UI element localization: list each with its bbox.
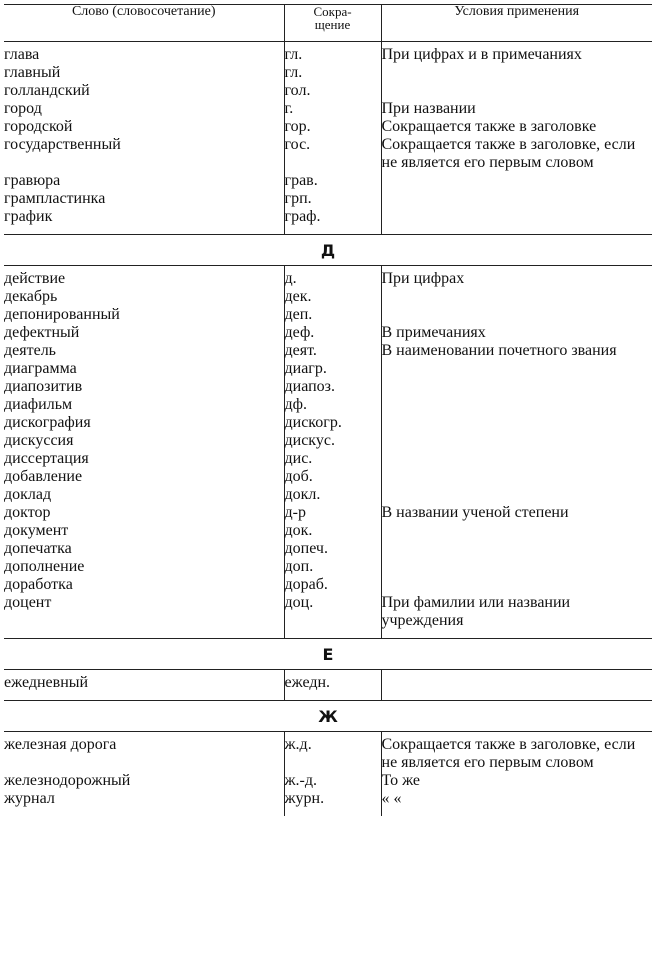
conditions-cell xyxy=(381,558,652,576)
table-row xyxy=(4,594,652,639)
word-cell: главный xyxy=(4,64,61,81)
conditions-cell xyxy=(381,172,652,190)
abbreviation-cell: диапоз. xyxy=(284,378,381,396)
table-header-row xyxy=(4,5,652,42)
word-cell: железная дорога xyxy=(4,736,117,753)
table-row xyxy=(4,172,652,190)
conditions-cell xyxy=(381,82,652,100)
column-header-abbreviation: Сокра- щение xyxy=(284,5,381,42)
word-cell: допечатка xyxy=(4,540,72,557)
conditions-cell: Сокращается также в заголовке xyxy=(381,118,597,135)
abbreviation-cell: журн. xyxy=(284,790,381,816)
table-row xyxy=(4,42,652,65)
abbreviation-cell: грп. xyxy=(284,190,381,208)
conditions-cell: Сокращается также в заголовке, если не является его первым словом xyxy=(381,136,636,171)
conditions-cell xyxy=(381,432,652,450)
abbreviation-cell: гос. xyxy=(284,136,381,172)
word-cell: дискография xyxy=(4,414,91,431)
word-cell: городской xyxy=(4,118,73,135)
conditions-cell: То же xyxy=(381,772,421,789)
conditions-cell xyxy=(381,486,652,504)
table-row xyxy=(4,378,652,396)
abbreviation-cell: д. xyxy=(284,266,381,289)
conditions-cell xyxy=(381,576,652,594)
abbreviation-cell: доп. xyxy=(284,558,381,576)
word-cell: деятель xyxy=(4,342,56,359)
word-cell: дискуссия xyxy=(4,432,74,449)
word-cell: диссертация xyxy=(4,450,89,467)
table-row xyxy=(4,136,652,172)
abbreviation-cell: грав. xyxy=(284,172,381,190)
word-cell: голландский xyxy=(4,82,90,99)
abbreviation-cell: допеч. xyxy=(284,540,381,558)
abbreviation-cell: доц. xyxy=(284,594,381,639)
table-row xyxy=(4,414,652,432)
table-row xyxy=(4,468,652,486)
table-row xyxy=(4,670,652,701)
table-row xyxy=(4,790,652,816)
conditions-cell: « « xyxy=(381,790,402,807)
column-header-word: Слово (словосочетание) xyxy=(4,5,284,42)
table-row xyxy=(4,64,652,82)
abbreviation-cell: ж.д. xyxy=(284,732,381,773)
conditions-cell xyxy=(381,378,652,396)
table-row xyxy=(4,732,652,773)
table-row xyxy=(4,486,652,504)
word-cell: железнодорожный xyxy=(4,772,131,789)
conditions-cell xyxy=(381,468,652,486)
abbreviations-table xyxy=(4,4,652,816)
conditions-cell: При цифрах и в примечаниях xyxy=(381,46,582,63)
table-row xyxy=(4,540,652,558)
abbreviation-cell: докл. xyxy=(284,486,381,504)
abbreviation-cell: гл. xyxy=(284,64,381,82)
conditions-cell xyxy=(381,64,652,82)
word-cell: диафильм xyxy=(4,396,73,413)
abbreviation-cell: дф. xyxy=(284,396,381,414)
word-cell: декабрь xyxy=(4,288,58,305)
table-row xyxy=(4,396,652,414)
table-row xyxy=(4,450,652,468)
conditions-cell: Сокращается также в заголовке, если не является его первым словом xyxy=(381,736,636,771)
table-row xyxy=(4,82,652,100)
conditions-cell: В названии ученой степени xyxy=(381,504,569,521)
abbreviation-cell: гор. xyxy=(284,118,381,136)
word-cell: дефектный xyxy=(4,324,80,341)
section-letter: Е xyxy=(4,639,652,670)
abbreviation-cell: ж.-д. xyxy=(284,772,381,790)
section-letter-row xyxy=(4,639,652,670)
table-row xyxy=(4,342,652,360)
abbreviation-cell: г. xyxy=(284,100,381,118)
conditions-cell: При цифрах xyxy=(381,270,465,287)
word-cell: депонированный xyxy=(4,306,120,323)
abbreviation-cell: деф. xyxy=(284,324,381,342)
word-cell: доклад xyxy=(4,486,52,503)
abbreviation-cell: граф. xyxy=(284,208,381,235)
table-row xyxy=(4,772,652,790)
abbreviation-cell: дек. xyxy=(284,288,381,306)
conditions-cell xyxy=(381,522,652,540)
table-row xyxy=(4,324,652,342)
word-cell: действие xyxy=(4,270,66,287)
word-cell: грампластинка xyxy=(4,190,106,207)
section-letter: Ж xyxy=(4,701,652,732)
word-cell: глава xyxy=(4,46,40,63)
abbreviation-cell: дискус. xyxy=(284,432,381,450)
abbreviation-cell: дораб. xyxy=(284,576,381,594)
conditions-cell xyxy=(381,414,652,432)
abbreviation-cell: диагр. xyxy=(284,360,381,378)
conditions-cell xyxy=(381,288,652,306)
conditions-cell: В примечаниях xyxy=(381,324,486,341)
conditions-cell: В наименовании почетного звания xyxy=(381,342,617,359)
table-row xyxy=(4,288,652,306)
table-row xyxy=(4,576,652,594)
conditions-cell xyxy=(381,190,652,208)
conditions-cell: При фамилии или названии учреждения xyxy=(381,594,571,629)
abbreviation-cell: гл. xyxy=(284,42,381,65)
word-cell: город xyxy=(4,100,42,117)
abbreviation-cell: доб. xyxy=(284,468,381,486)
word-cell: доктор xyxy=(4,504,51,521)
word-cell: документ xyxy=(4,522,69,539)
word-cell: журнал xyxy=(4,790,55,807)
word-cell: государственный xyxy=(4,136,121,153)
table-row xyxy=(4,558,652,576)
word-cell: график xyxy=(4,208,53,225)
abbreviation-cell: док. xyxy=(284,522,381,540)
word-cell: гравюра xyxy=(4,172,61,189)
column-header-conditions: Условия применения xyxy=(381,5,652,42)
word-cell: дополнение xyxy=(4,558,85,575)
table-row xyxy=(4,266,652,289)
table-row xyxy=(4,360,652,378)
abbreviation-cell: гол. xyxy=(284,82,381,100)
table-row xyxy=(4,190,652,208)
word-cell: диапозитив xyxy=(4,378,83,395)
table-body xyxy=(4,42,652,817)
table-row xyxy=(4,100,652,118)
abbreviation-cell: ежедн. xyxy=(284,670,381,701)
table-row xyxy=(4,504,652,522)
conditions-cell xyxy=(381,540,652,558)
word-cell: ежедневный xyxy=(4,674,89,691)
word-cell: доработка xyxy=(4,576,73,593)
section-letter: Д xyxy=(4,235,652,266)
abbreviation-cell: д-р xyxy=(284,504,381,522)
abbreviation-cell: деп. xyxy=(284,306,381,324)
word-cell: диаграмма xyxy=(4,360,77,377)
word-cell: добавление xyxy=(4,468,83,485)
table-row xyxy=(4,118,652,136)
conditions-cell: При названии xyxy=(381,100,476,117)
conditions-cell xyxy=(381,450,652,468)
section-letter-row xyxy=(4,235,652,266)
abbreviation-cell: дис. xyxy=(284,450,381,468)
section-letter-row xyxy=(4,701,652,732)
conditions-cell xyxy=(381,208,652,235)
abbreviation-cell: деят. xyxy=(284,342,381,360)
conditions-cell xyxy=(381,670,652,701)
word-cell: доцент xyxy=(4,594,52,611)
table-row xyxy=(4,306,652,324)
conditions-cell xyxy=(381,396,652,414)
table-row xyxy=(4,208,652,235)
conditions-cell xyxy=(381,360,652,378)
table-row xyxy=(4,432,652,450)
table-row xyxy=(4,522,652,540)
abbreviation-cell: дискогр. xyxy=(284,414,381,432)
conditions-cell xyxy=(381,306,652,324)
